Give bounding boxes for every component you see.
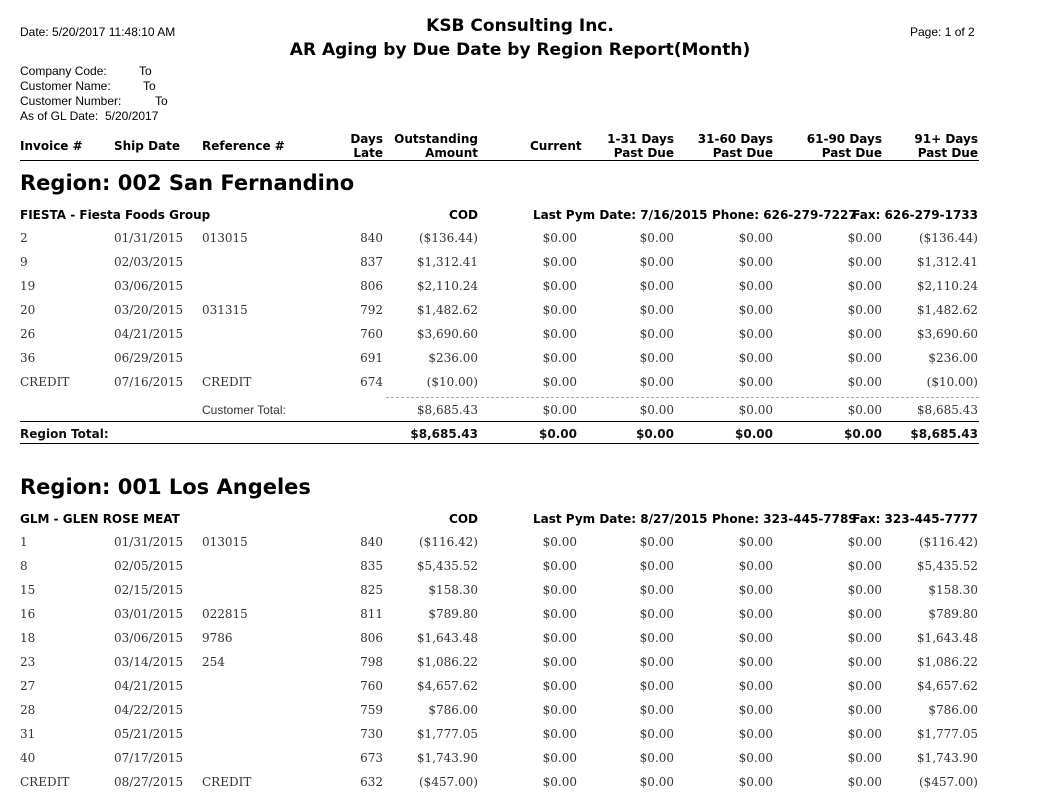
header-rule [20, 160, 979, 161]
table-row [0, 375, 1040, 393]
cell-1-31: $0.00 [639, 607, 674, 621]
cell-days-late: 760 [360, 679, 383, 693]
cell-91-plus: $789.80 [928, 607, 978, 621]
customer-total-row [0, 403, 1040, 421]
cell-31-60: $0.00 [738, 679, 773, 693]
cell-days-late: 811 [360, 607, 383, 621]
cell-invoice: CREDIT [20, 775, 70, 789]
cell-ship-date: 02/05/2015 [114, 559, 184, 573]
cell-current: $0.00 [542, 631, 577, 645]
cell-outstanding: $5,435.52 [416, 559, 478, 573]
col-current: Current [530, 139, 582, 153]
cell-91-plus: $1,743.90 [916, 751, 978, 765]
cell-outstanding: $8,685.43 [416, 403, 478, 417]
cell-ship-date: 02/03/2015 [114, 255, 184, 269]
table-row [0, 703, 1040, 721]
cell-outstanding: $789.80 [428, 607, 478, 621]
cell-outstanding: ($116.42) [419, 535, 478, 549]
table-row [0, 751, 1040, 769]
table-row [0, 655, 1040, 673]
cell-invoice: 23 [20, 655, 36, 669]
filter-gl-date-value: 5/20/2017 [105, 109, 159, 123]
cell-outstanding: $158.30 [428, 583, 478, 597]
col-reference: Reference # [202, 139, 285, 153]
cell-91-plus: $236.00 [928, 351, 978, 365]
cell-current: $0.00 [542, 655, 577, 669]
table-row [0, 631, 1040, 649]
col-ship-date: Ship Date [114, 139, 180, 153]
cell-61-90: $0.00 [844, 427, 882, 441]
cell-91-plus: $8,685.43 [916, 403, 978, 417]
cell-current: $0.00 [542, 607, 577, 621]
cell-1-31: $0.00 [639, 375, 674, 389]
cell-ship-date: 01/31/2015 [114, 535, 184, 549]
customer-terms-2: COD [449, 512, 478, 526]
cell-31-60: $0.00 [738, 631, 773, 645]
cell-ship-date: 03/06/2015 [114, 631, 184, 645]
cell-reference: 031315 [202, 303, 248, 317]
cell-ship-date: 03/06/2015 [114, 279, 184, 293]
cell-91-plus: $1,086.22 [916, 655, 978, 669]
customer-last-pym-1: Last Pym Date: 7/16/2015 [533, 208, 708, 222]
cell-reference: 254 [202, 655, 225, 669]
cell-31-60: $0.00 [738, 327, 773, 341]
cell-days-late: 792 [360, 303, 383, 317]
cell-91-plus: $8,685.43 [910, 427, 978, 441]
cell-31-60: $0.00 [735, 427, 773, 441]
cell-current: $0.00 [542, 535, 577, 549]
cell-31-60: $0.00 [738, 751, 773, 765]
cell-outstanding: $1,086.22 [416, 655, 478, 669]
cell-61-90: $0.00 [847, 655, 882, 669]
cell-31-60: $0.00 [738, 535, 773, 549]
report-title: AR Aging by Due Date by Region Report(Month) [289, 40, 751, 60]
cell-91-plus: $786.00 [928, 703, 978, 717]
cell-ship-date: 04/22/2015 [114, 703, 184, 717]
cell-reference: CREDIT [202, 375, 252, 389]
customer-phone-2: Phone: 323-445-7789 [712, 512, 857, 526]
cell-current: $0.00 [542, 279, 577, 293]
cell-91-plus: $5,435.52 [916, 559, 978, 573]
subtotal-rule [386, 397, 979, 398]
cell-1-31: $0.00 [639, 231, 674, 245]
table-row [0, 231, 1040, 249]
table-row [0, 279, 1040, 297]
cell-ship-date: 03/14/2015 [114, 655, 184, 669]
cell-outstanding: $236.00 [428, 351, 478, 365]
cell-outstanding: ($136.44) [419, 231, 478, 245]
cell-reference: 013015 [202, 535, 248, 549]
report-date: Date: 5/20/2017 11:48:10 AM [20, 25, 176, 39]
cell-61-90: $0.00 [847, 751, 882, 765]
cell-31-60: $0.00 [738, 351, 773, 365]
cell-days-late: 759 [360, 703, 383, 717]
cell-ship-date: 05/21/2015 [114, 727, 184, 741]
region-title-2: Region: 001 Los Angeles [20, 475, 311, 499]
cell-days-late: 691 [360, 351, 383, 365]
cell-outstanding: ($457.00) [419, 775, 478, 789]
cell-31-60: $0.00 [738, 375, 773, 389]
table-row [0, 679, 1040, 697]
cell-current: $0.00 [542, 775, 577, 789]
cell-outstanding: $1,643.48 [416, 631, 478, 645]
customer-phone-1: Phone: 626-279-7227 [712, 208, 857, 222]
customer-name-2: GLM - GLEN ROSE MEAT [20, 512, 180, 526]
cell-current: $0.00 [542, 351, 577, 365]
cell-91-plus: $1,643.48 [916, 631, 978, 645]
filter-company-code-value: To [139, 64, 152, 78]
cell-61-90: $0.00 [847, 375, 882, 389]
cell-91-plus: ($136.44) [919, 231, 978, 245]
cell-outstanding: $1,777.05 [416, 727, 478, 741]
cell-invoice: CREDIT [20, 375, 70, 389]
table-row [0, 535, 1040, 553]
cell-ship-date: 01/31/2015 [114, 231, 184, 245]
customer-fax-2: Fax: 323-445-7777 [852, 512, 978, 526]
cell-1-31: $0.00 [639, 535, 674, 549]
cell-31-60: $0.00 [738, 403, 773, 417]
cell-days-late: 730 [360, 727, 383, 741]
page-number: Page: 1 of 2 [910, 25, 975, 39]
cell-61-90: $0.00 [847, 327, 882, 341]
cell-91-plus: $1,482.62 [916, 303, 978, 317]
cell-61-90: $0.00 [847, 351, 882, 365]
filter-customer-number-value: To [155, 94, 168, 108]
cell-invoice: 1 [20, 535, 28, 549]
cell-61-90: $0.00 [847, 559, 882, 573]
cell-invoice: 8 [20, 559, 28, 573]
cell-ship-date: 03/01/2015 [114, 607, 184, 621]
cell-days-late: 673 [360, 751, 383, 765]
cell-1-31: $0.00 [639, 255, 674, 269]
cell-reference: 022815 [202, 607, 248, 621]
customer-terms-1: COD [449, 208, 478, 222]
cell-ship-date: 08/27/2015 [114, 775, 184, 789]
cell-current: $0.00 [542, 583, 577, 597]
col-61-90: 61-90 Days Past Due [806, 132, 882, 160]
cell-1-31: $0.00 [639, 583, 674, 597]
cell-days-late: 825 [360, 583, 383, 597]
cell-61-90: $0.00 [847, 403, 882, 417]
cell-invoice: 15 [20, 583, 36, 597]
cell-reference: 9786 [202, 631, 233, 645]
customer-total-label: Customer Total: [202, 403, 286, 417]
cell-current: $0.00 [542, 559, 577, 573]
cell-1-31: $0.00 [639, 751, 674, 765]
cell-days-late: 840 [360, 231, 383, 245]
table-row [0, 255, 1040, 273]
cell-1-31: $0.00 [636, 427, 674, 441]
cell-ship-date: 02/15/2015 [114, 583, 184, 597]
cell-61-90: $0.00 [847, 775, 882, 789]
cell-1-31: $0.00 [639, 727, 674, 741]
cell-91-plus: ($10.00) [926, 375, 978, 389]
cell-current: $0.00 [542, 375, 577, 389]
cell-invoice: 36 [20, 351, 36, 365]
cell-outstanding: $8,685.43 [410, 427, 478, 441]
cell-91-plus: ($457.00) [919, 775, 978, 789]
cell-31-60: $0.00 [738, 303, 773, 317]
cell-31-60: $0.00 [738, 607, 773, 621]
table-row [0, 583, 1040, 601]
region-total-rule-top [20, 421, 979, 422]
cell-61-90: $0.00 [847, 631, 882, 645]
cell-31-60: $0.00 [738, 559, 773, 573]
cell-days-late: 806 [360, 279, 383, 293]
cell-61-90: $0.00 [847, 727, 882, 741]
col-91-plus: 91+ Days Past Due [914, 132, 978, 160]
col-1-31: 1-31 Days Past Due [607, 132, 674, 160]
cell-current: $0.00 [542, 727, 577, 741]
cell-1-31: $0.00 [639, 679, 674, 693]
table-row [0, 303, 1040, 321]
cell-current: $0.00 [542, 679, 577, 693]
cell-61-90: $0.00 [847, 255, 882, 269]
cell-current: $0.00 [542, 403, 577, 417]
table-row [0, 327, 1040, 345]
cell-ship-date: 06/29/2015 [114, 351, 184, 365]
cell-31-60: $0.00 [738, 231, 773, 245]
cell-invoice: 31 [20, 727, 36, 741]
cell-invoice: 40 [20, 751, 36, 765]
cell-31-60: $0.00 [738, 703, 773, 717]
cell-days-late: 806 [360, 631, 383, 645]
cell-61-90: $0.00 [847, 703, 882, 717]
cell-outstanding: $1,743.90 [416, 751, 478, 765]
cell-61-90: $0.00 [847, 583, 882, 597]
cell-outstanding: $2,110.24 [416, 279, 478, 293]
filter-customer-number-label: Customer Number: [20, 94, 122, 108]
customer-last-pym-2: Last Pym Date: 8/27/2015 [533, 512, 708, 526]
region-total-rule-bottom [20, 443, 979, 444]
cell-1-31: $0.00 [639, 303, 674, 317]
cell-1-31: $0.00 [639, 559, 674, 573]
cell-31-60: $0.00 [738, 583, 773, 597]
col-outstanding: Outstanding Amount [394, 132, 478, 160]
cell-31-60: $0.00 [738, 655, 773, 669]
cell-days-late: 835 [360, 559, 383, 573]
cell-ship-date: 07/16/2015 [114, 375, 184, 389]
cell-outstanding: $3,690.60 [416, 327, 478, 341]
filter-gl-date-label: As of GL Date: [20, 109, 99, 123]
cell-days-late: 674 [360, 375, 383, 389]
cell-days-late: 760 [360, 327, 383, 341]
cell-reference: 013015 [202, 231, 248, 245]
cell-current: $0.00 [542, 327, 577, 341]
cell-91-plus: $4,657.62 [916, 679, 978, 693]
cell-1-31: $0.00 [639, 655, 674, 669]
cell-61-90: $0.00 [847, 303, 882, 317]
table-row [0, 351, 1040, 369]
cell-invoice: 26 [20, 327, 36, 341]
cell-31-60: $0.00 [738, 727, 773, 741]
filter-customer-name-value: To [143, 79, 156, 93]
cell-days-late: 840 [360, 535, 383, 549]
table-row [0, 559, 1040, 577]
cell-invoice: 2 [20, 231, 28, 245]
table-row [0, 775, 1040, 793]
filter-company-code-label: Company Code: [20, 64, 107, 78]
cell-91-plus: $158.30 [928, 583, 978, 597]
cell-ship-date: 04/21/2015 [114, 327, 184, 341]
cell-invoice: 9 [20, 255, 28, 269]
cell-current: $0.00 [542, 751, 577, 765]
cell-1-31: $0.00 [639, 631, 674, 645]
cell-31-60: $0.00 [738, 775, 773, 789]
cell-invoice: 28 [20, 703, 36, 717]
cell-1-31: $0.00 [639, 703, 674, 717]
cell-91-plus: ($116.42) [919, 535, 978, 549]
cell-61-90: $0.00 [847, 279, 882, 293]
cell-31-60: $0.00 [738, 255, 773, 269]
region-total-label: Region Total: [20, 427, 109, 441]
customer-fax-1: Fax: 626-279-1733 [852, 208, 978, 222]
cell-outstanding: $4,657.62 [416, 679, 478, 693]
col-31-60: 31-60 Days Past Due [697, 132, 773, 160]
cell-91-plus: $2,110.24 [916, 279, 978, 293]
cell-invoice: 19 [20, 279, 36, 293]
cell-31-60: $0.00 [738, 279, 773, 293]
cell-61-90: $0.00 [847, 231, 882, 245]
cell-days-late: 837 [360, 255, 383, 269]
region-title-1: Region: 002 San Fernandino [20, 171, 355, 195]
cell-days-late: 632 [360, 775, 383, 789]
cell-outstanding: $1,482.62 [416, 303, 478, 317]
cell-current: $0.00 [539, 427, 577, 441]
col-days-late: Days Late [350, 132, 383, 160]
table-row [0, 607, 1040, 625]
cell-1-31: $0.00 [639, 279, 674, 293]
cell-current: $0.00 [542, 255, 577, 269]
cell-61-90: $0.00 [847, 607, 882, 621]
cell-1-31: $0.00 [639, 403, 674, 417]
cell-current: $0.00 [542, 703, 577, 717]
cell-1-31: $0.00 [639, 327, 674, 341]
cell-1-31: $0.00 [639, 775, 674, 789]
table-row [0, 727, 1040, 745]
cell-outstanding: $786.00 [428, 703, 478, 717]
cell-91-plus: $3,690.60 [916, 327, 978, 341]
cell-61-90: $0.00 [847, 679, 882, 693]
cell-invoice: 20 [20, 303, 36, 317]
cell-invoice: 18 [20, 631, 36, 645]
cell-outstanding: $1,312.41 [416, 255, 478, 269]
cell-1-31: $0.00 [639, 351, 674, 365]
cell-current: $0.00 [542, 231, 577, 245]
company-name: KSB Consulting Inc. [426, 16, 614, 36]
filter-customer-name-label: Customer Name: [20, 79, 111, 93]
cell-outstanding: ($10.00) [426, 375, 478, 389]
customer-name-1: FIESTA - Fiesta Foods Group [20, 208, 211, 222]
col-invoice: Invoice # [20, 139, 83, 153]
cell-ship-date: 07/17/2015 [114, 751, 184, 765]
cell-invoice: 27 [20, 679, 36, 693]
cell-reference: CREDIT [202, 775, 252, 789]
cell-current: $0.00 [542, 303, 577, 317]
cell-ship-date: 03/20/2015 [114, 303, 184, 317]
cell-ship-date: 04/21/2015 [114, 679, 184, 693]
cell-61-90: $0.00 [847, 535, 882, 549]
cell-91-plus: $1,312.41 [916, 255, 978, 269]
cell-days-late: 798 [360, 655, 383, 669]
cell-91-plus: $1,777.05 [916, 727, 978, 741]
cell-invoice: 16 [20, 607, 36, 621]
